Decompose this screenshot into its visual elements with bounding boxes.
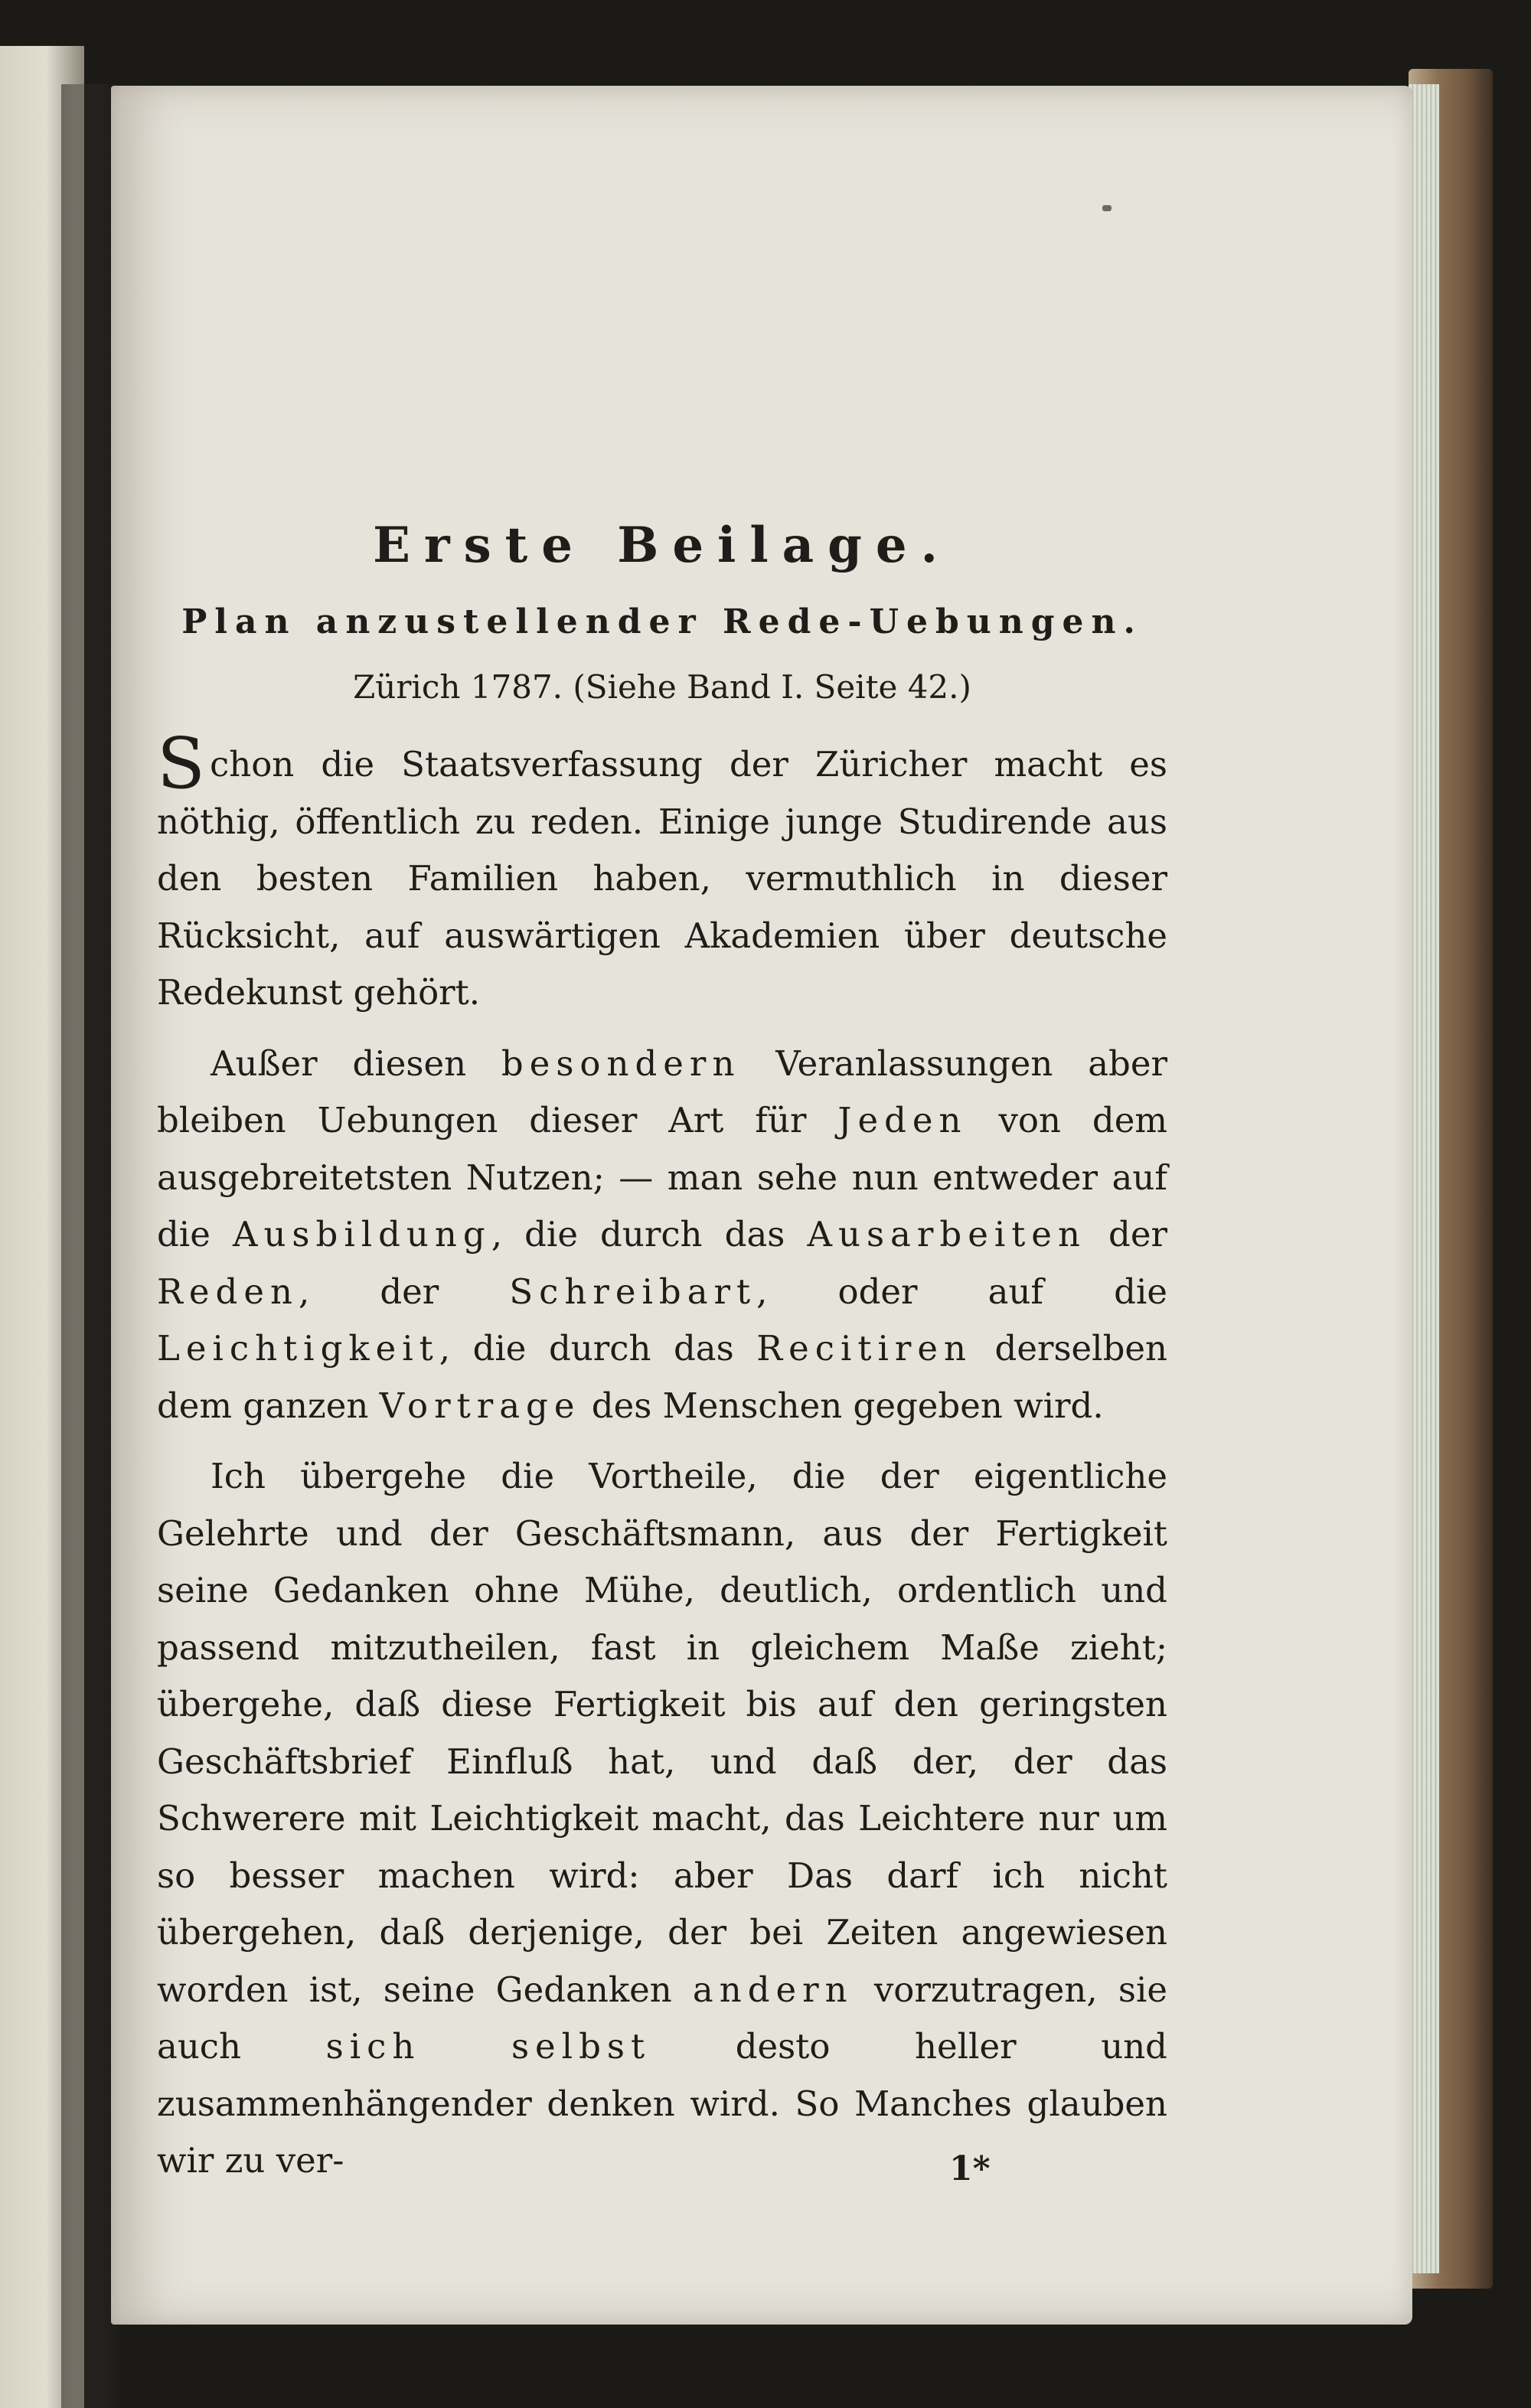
spaced-emphasis: Jeden <box>837 1100 968 1140</box>
spaced-emphasis: andern <box>692 1969 854 2010</box>
text-run: Ich übergehe die Vortheile, die der eigentliche Gelehrte und der Geschäftsmann, aus der Fertigkeit seine Gedanken ohne Mühe, deutlich, ordentlich und passend mitzutheilen, fast in gleichem Maße zieht; übergehe, daß diese Fertigkeit bis auf den geringsten Geschäftsbrief Einfluß hat, und daß der, der das Schwerere mit Leichtigkeit macht, das Leichtere nur um so besser machen wird: aber Das darf ich nicht übergehen, daß derjenige, der bei Zeiten angewiesen worden ist, seine Gedanken <box>157 1456 1167 2010</box>
text-run: der <box>1085 1214 1167 1255</box>
spaced-emphasis: Vortrage <box>379 1385 581 1426</box>
text-run: , die durch das <box>439 1328 757 1369</box>
spine-shadow <box>61 84 122 2408</box>
drop-cap: S <box>157 723 206 804</box>
dateline: Zürich 1787. (Siehe Band I. Seite 42.) <box>353 668 971 706</box>
text-run: desto heller und zusammenhängender denken wird. So Manches glauben wir zu ver- <box>157 2026 1167 2181</box>
spaced-emphasis: Reden <box>157 1271 299 1312</box>
text-run: des Menschen gegeben wird. <box>580 1385 1104 1426</box>
text-run: derselben dem ganzen <box>157 1328 1167 1426</box>
paragraph-2 <box>157 1036 1167 1435</box>
spaced-emphasis: Schreibart <box>509 1271 757 1312</box>
signature-mark: 1* <box>949 2149 991 2188</box>
show-through-line <box>145 306 1240 343</box>
text-run: , oder auf die <box>756 1271 1167 1312</box>
text-run: Außer diesen <box>211 1042 501 1084</box>
page-title: Erste Beilage. <box>373 517 952 574</box>
text-run: , die durch das <box>491 1214 808 1255</box>
spaced-emphasis: besondern <box>501 1042 741 1084</box>
spaced-emphasis: sich selbst <box>325 2026 651 2067</box>
spaced-emphasis: Leichtigkeit <box>157 1328 439 1369</box>
page-stack-edge <box>1409 84 1439 2273</box>
text-run: von dem ausgebreitetsten Nutzen; — man sehe nun entweder auf die <box>157 1100 1167 1255</box>
text-run: , der <box>298 1271 510 1312</box>
spaced-emphasis: Ausbildung <box>232 1214 491 1255</box>
text-run: Veranlassungen aber bleiben Uebungen dieser Art für <box>157 1042 1167 1140</box>
pencil-mark <box>1102 205 1112 211</box>
spaced-emphasis: Ausarbeiten <box>807 1214 1086 1255</box>
paragraph-1-text: chon die Staatsverfassung der Züricher macht es nöthig, öffentlich zu reden. Einige junge Studirende aus den besten Familien haben, vermuthlich in dieser Rücksicht, auf auswärtigen Akademien über deutsche Redekunst gehört. <box>157 744 1167 1013</box>
page-subtitle: Plan anzustellender Rede-Uebungen. <box>181 602 1143 641</box>
text-run: vorzutragen, sie auch <box>157 1969 1167 2067</box>
page-text <box>157 511 1167 2204</box>
paragraph-1 <box>157 723 1167 1022</box>
spaced-emphasis: Recitiren <box>756 1328 972 1369</box>
paragraph-3 <box>157 1448 1167 2190</box>
